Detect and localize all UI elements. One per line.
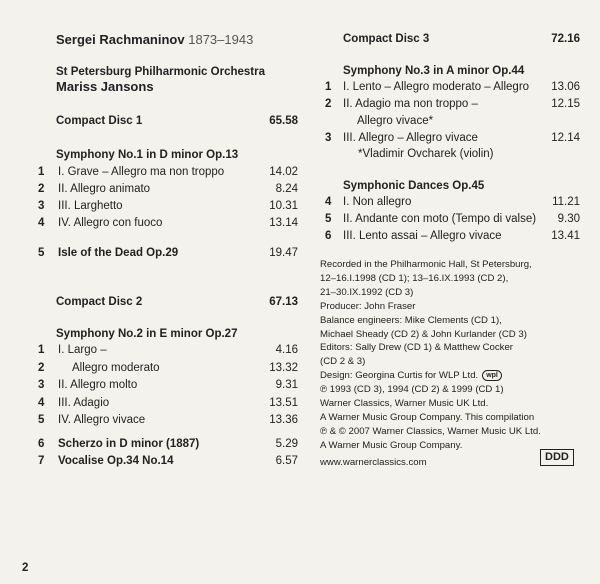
track-number: 3 <box>38 200 45 212</box>
track-title: III. Larghetto <box>58 200 123 212</box>
credit-line <box>320 272 508 286</box>
cd1-work-title: Symphony No.1 in D minor Op.13 <box>56 149 239 161</box>
credit-text: Warner Classics, Warner Music UK Ltd. <box>320 398 489 409</box>
track-number: 5 <box>325 213 332 225</box>
track-title: I. Grave – Allegro ma non troppo <box>58 166 225 178</box>
track-number: 1 <box>38 166 45 178</box>
track-title: I. Lento – Allegro moderato – Allegro <box>343 81 530 93</box>
credit-text: Design: Georgina Curtis for WLP Ltd. <box>320 370 479 382</box>
credit-line <box>320 258 532 272</box>
credit-text: 21–30.IX.1992 (CD 3) <box>320 286 414 298</box>
track-title: III. Adagio <box>58 396 110 409</box>
conductor: Mariss Jansons <box>56 79 154 94</box>
track-time: 13.14 <box>269 217 298 229</box>
credit-text: Recorded in the Philharmonic Hall, St Petersburg, <box>320 259 532 270</box>
track-time: 12.14 <box>551 132 580 144</box>
track-time: 13.32 <box>269 361 298 374</box>
cd1-label: Compact Disc 1 <box>56 115 143 127</box>
orchestra: St Petersburg Philharmonic Orchestra <box>56 66 265 78</box>
track-number: 2 <box>325 98 332 110</box>
track-number: 5 <box>38 247 45 259</box>
credit-text: Balance engineers: Mike Clements (CD 1), <box>320 314 502 326</box>
credit-line <box>320 355 365 369</box>
composer-name: Sergei Rachmaninov <box>56 32 185 47</box>
cd3-total: 72.16 <box>551 33 580 45</box>
credit-text: A Warner Music Group Company. This compilation <box>320 411 535 423</box>
credit-text: Editors: Sally Drew (CD 1) & Matthew Cocker <box>320 342 513 354</box>
credit-text: ℗ 1993 (CD 3), 1994 (CD 2) & 1999 (CD 1) <box>320 384 504 396</box>
track-time: 6.57 <box>275 455 298 467</box>
credit-line <box>320 328 527 342</box>
track-time: 13.06 <box>551 81 580 93</box>
track-number: 7 <box>38 455 45 467</box>
credit-text: ℗ & © 2007 Warner Classics, Warner Music UK Ltd. <box>320 425 541 437</box>
credit-line <box>320 369 502 383</box>
track-title: III. Lento assai – Allegro vivace <box>343 230 502 242</box>
track-time: 13.41 <box>551 230 580 242</box>
wpl-logo: wpl <box>482 370 502 381</box>
track-time: 19.47 <box>269 247 298 259</box>
track-time: 5.29 <box>275 438 298 450</box>
cd3-work2-title: Symphonic Dances Op.45 <box>343 180 485 192</box>
track-time: 4.16 <box>275 344 298 356</box>
credit-line <box>320 300 415 314</box>
track-title: I. Non allegro <box>343 196 412 208</box>
track-time: 12.15 <box>551 98 580 110</box>
track-title: Vocalise Op.34 No.14 <box>58 455 174 467</box>
website: www.warnerclassics.com <box>320 457 427 468</box>
credit-line <box>320 439 462 453</box>
track-number: 3 <box>325 132 332 144</box>
cd3-label: Compact Disc 3 <box>343 33 430 45</box>
track-title: Isle of the Dead Op.29 <box>58 247 179 259</box>
track-title: II. Allegro molto <box>58 379 138 391</box>
track-time: 9.30 <box>557 213 580 225</box>
cd3-footnote: *Vladimir Ovcharek (violin) <box>358 148 494 160</box>
track-title: Scherzo in D minor (1887) <box>58 438 200 450</box>
track-number: 6 <box>325 230 332 242</box>
track-title: II. Andante con moto (Tempo di valse) <box>343 213 537 225</box>
track-number: 4 <box>325 196 332 208</box>
track-time: 14.02 <box>269 166 298 178</box>
composer-years: 1873–1943 <box>188 32 254 47</box>
credit-line <box>320 383 504 397</box>
track-time: 9.31 <box>275 379 298 391</box>
credit-text: 12–16.I.1998 (CD 1); 13–16.IX.1993 (CD 2), <box>320 272 509 284</box>
cd2-work-title: Symphony No.2 in E minor Op.27 <box>56 328 238 340</box>
cd3-work1-title: Symphony No.3 in A minor Op.44 <box>343 65 525 77</box>
composer-line <box>56 31 253 48</box>
credit-line <box>320 425 541 439</box>
ddd-badge: DDD <box>540 449 574 466</box>
track-number: 5 <box>38 414 45 426</box>
credit-text: A Warner Music Group Company. <box>320 439 463 451</box>
credit-line <box>320 314 502 328</box>
page-number: 2 <box>22 562 29 574</box>
track-time: 11.21 <box>552 196 580 208</box>
cd2-total: 67.13 <box>269 296 298 308</box>
track-time: 10.31 <box>269 200 298 212</box>
track-number: 4 <box>38 217 45 229</box>
track-number: 4 <box>38 396 45 409</box>
credit-line <box>320 341 513 355</box>
track-title: IV. Allegro vivace <box>58 414 146 426</box>
credit-line <box>320 286 413 300</box>
track-title: II. Adagio ma non troppo – <box>343 98 478 110</box>
credit-text: (CD 2 & 3) <box>320 356 366 368</box>
credit-text: Producer: John Fraser <box>320 300 416 312</box>
track-title: IV. Allegro con fuoco <box>58 217 163 229</box>
track-title: Allegro moderato <box>72 361 160 374</box>
track-time: 13.36 <box>269 414 298 426</box>
track-time: 8.24 <box>275 183 298 195</box>
track-number: 2 <box>38 183 45 195</box>
credit-line <box>320 397 488 411</box>
track-title: Allegro vivace* <box>357 115 434 127</box>
track-number: 6 <box>38 438 45 450</box>
track-title: II. Allegro animato <box>58 183 151 195</box>
track-number: 1 <box>325 81 332 93</box>
credit-line <box>320 411 534 425</box>
track-time: 13.51 <box>269 396 298 409</box>
credit-text: Michael Sheady (CD 2) & John Kurlander (CD 3) <box>320 328 527 340</box>
track-number: 3 <box>38 379 45 391</box>
track-number: 1 <box>38 344 45 356</box>
track-number: 2 <box>38 361 45 374</box>
cd1-total: 65.58 <box>269 115 298 127</box>
track-title: I. Largo – <box>58 344 107 356</box>
track-title: III. Allegro – Allegro vivace <box>343 132 478 144</box>
cd2-label: Compact Disc 2 <box>56 296 143 308</box>
